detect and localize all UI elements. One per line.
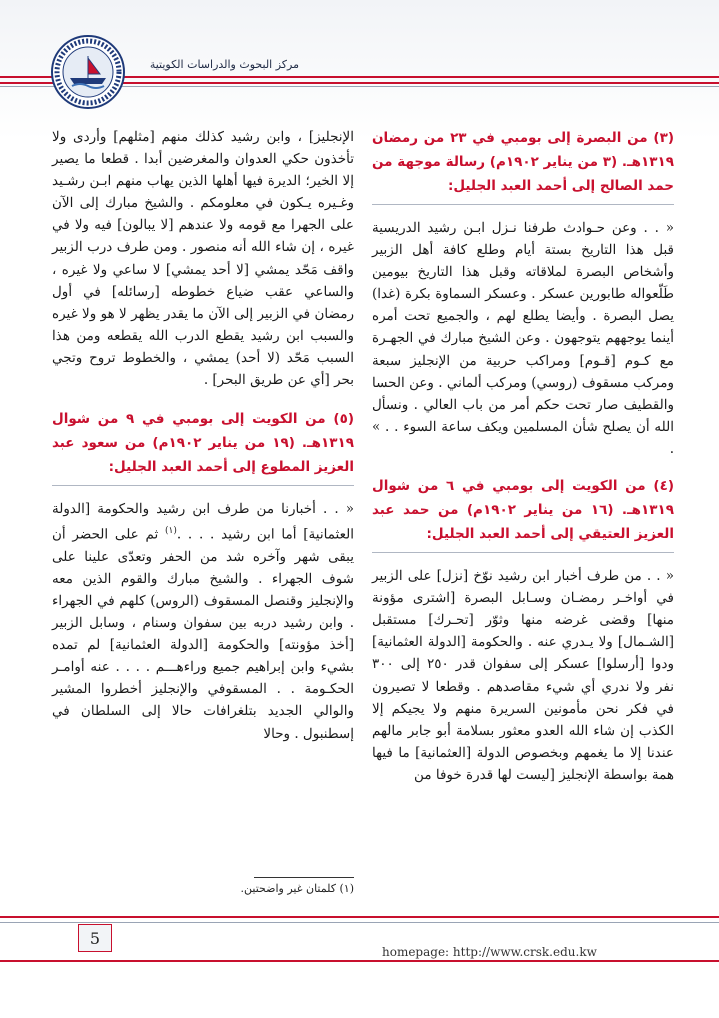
page-number: 5 [78,924,112,952]
footnote-rule [254,877,354,878]
footer-rule-bottom [0,960,719,962]
section-title-5: (٥) من الكويت إلى بومبي في ٩ من شوال ١٣١٩هـ. (١٩ من يناير ١٩٠٢م) من سعود عبد العزيز المطوع إلى أحمد العبد الجليل: [52,411,354,476]
section-title-rule [372,552,674,553]
footnote: (١) كلمتان غير واضحتين. [240,882,354,895]
homepage-link[interactable]: homepage: http://www.crsk.edu.kw [382,945,597,959]
header-title: مركز البحوث والدراسات الكويتية [149,58,299,71]
section-body-4: « . . من طرف أخبار ابن رشيد نوّخ [نزل] على الزبير في أواخـر رمضـان وسـابل البصرة [اشترى مؤونة منها] وقضى غرضه منها وثوّر [تحـرك] مستقبل [الشـمال] ولا يـدري عنه . والحكومة [الدولة العثمانية] ودوا [أرسلوا] عسكر إلى سفوان قدر ٢٥٠ إلى ٣٠٠ نفر ولا ندري أي شيء مقاصدهم . وقطعا لا تصيرون في فكر نحن مأمونين السريرة منهم ولا يجيكم إلا الكذب إن شاء الله العدو معثور بسلامة أبو جابر مالهم عندنا إلا ما يغمهم وبخصوص الدولة [العثمانية] ما فيها همة بواسطة الإنجليز [ليست لها قدرة خوفا من [372,568,674,783]
footnote-marker: (١) [165,526,177,537]
section-title-rule [372,204,674,205]
continuation-text: الإنجليز] ، وابن رشيد كذلك منهم [مثلهم] وأردى ولا تأخذون حكي العدوان والمغرضين أبدا . قطعا ما يصير إلا الخير؛ الديرة فيها أهلها الذين يهاب منهم ابـن رشـيد وغـيره يـكون في معلومكم . والشيخ مبارك إلى الآن على الجهرا مع قومه ولا عندهم [لا يبالون] فيه ولا في غيره ، إن شاء الله أنه منصور . ومن طرف درب الزبير واقف مَحّد يمشي [لا أحد يمشي] لا ساعي ولا غيره ، والساعي عقب ضياع خطوطه [رسائله] في أول رمضان في الزبير إلى الآن ما يقدر يظهر لا هو ولا غيره والسبب ابن رشيد يقطع الدرب الله يقطعه ومن هذا السبب مَحّد (لا أحد) يمشي ، والخطوط تروح وتجي بحر [أي عن طريق البحر] . [52,129,354,389]
right-column [372,126,674,786]
footer-rule-top [0,916,719,918]
section-body-3: « . . وعن حـوادث طرفنا نـزل ابـن رشيد الدريسية قبل هذا التاريخ بستة أيام وطلع كافة أهل الزبير وأشخاص البصرة لملاقاته وقبل هذا التاريخ بيومين طَلّعواله طابورين عسكر . وعسكر السماوة بكرة (غدا) يصل البصرة . وأيضا يطلع لهم ، والجميع تحت أمره أينما يوجههم يتوجهون . وعن الشيخ مبارك في الجهـرة مع كـوم [قـوم] ومراكب حربية من الإنجليز سبعة ومركب مسقوف (روسي) ومركب ألماني . وعن الحسا والقطيف صار تحت حكم أمر من باب العالي . ونسأل الله أن يصلح شأن المسلمين ويكف ساعة السوء . . » . [372,220,674,457]
section-title-rule [52,485,354,486]
section-title-4: (٤) من الكويت إلى بومبي في ٦ من شوال ١٣١٩هـ. (١٦ من يناير ١٩٠٢م) من حمد عبد العزيز العتيقي إلى أحمد العبد الجليل: [372,478,674,543]
section-title-3: (٣) من البصرة إلى بومبي في ٢٣ من رمضان ١٣١٩هـ. (٣ من يناير ١٩٠٢م) رسالة موجهة من حمد الصالح إلى أحمد العبد الجليل: [372,130,674,194]
footer-rule-thin [0,922,719,923]
section-body-5-part1: « . . أخبارنا من طرف ابن رشيد والحكومة [الدولة العثمانية] أما ابن رشيد . . . . [52,501,354,543]
crsk-seal-icon [50,34,126,110]
section-body-5 [52,498,354,745]
left-column [52,126,354,745]
section-body-5-part2: ثم على الحضر أن يبقى شهر وآخره شد من الحفر وتعدّى علينا على شوف الجهراء . والشيخ مبارك والقوم الذين معه والإنجليز وقنصل المسقوف (الروس) كلهم في الجهراء . وابن رشيد دربه بين سفوان وسنام ، وسابل الزبير [أخذ مؤونته] والحكومة [الدولة العثمانية] لم تمده بشيء وابن إبراهيم جميع وراءهـــم . . . . عنه أوامـر الحكـومة . . المسقوفي والإنجليز أخطروا المشير والوالي الجديد بتلغرافات حالا إلى السلطان في إسطنبول . وحالا [52,526,354,742]
